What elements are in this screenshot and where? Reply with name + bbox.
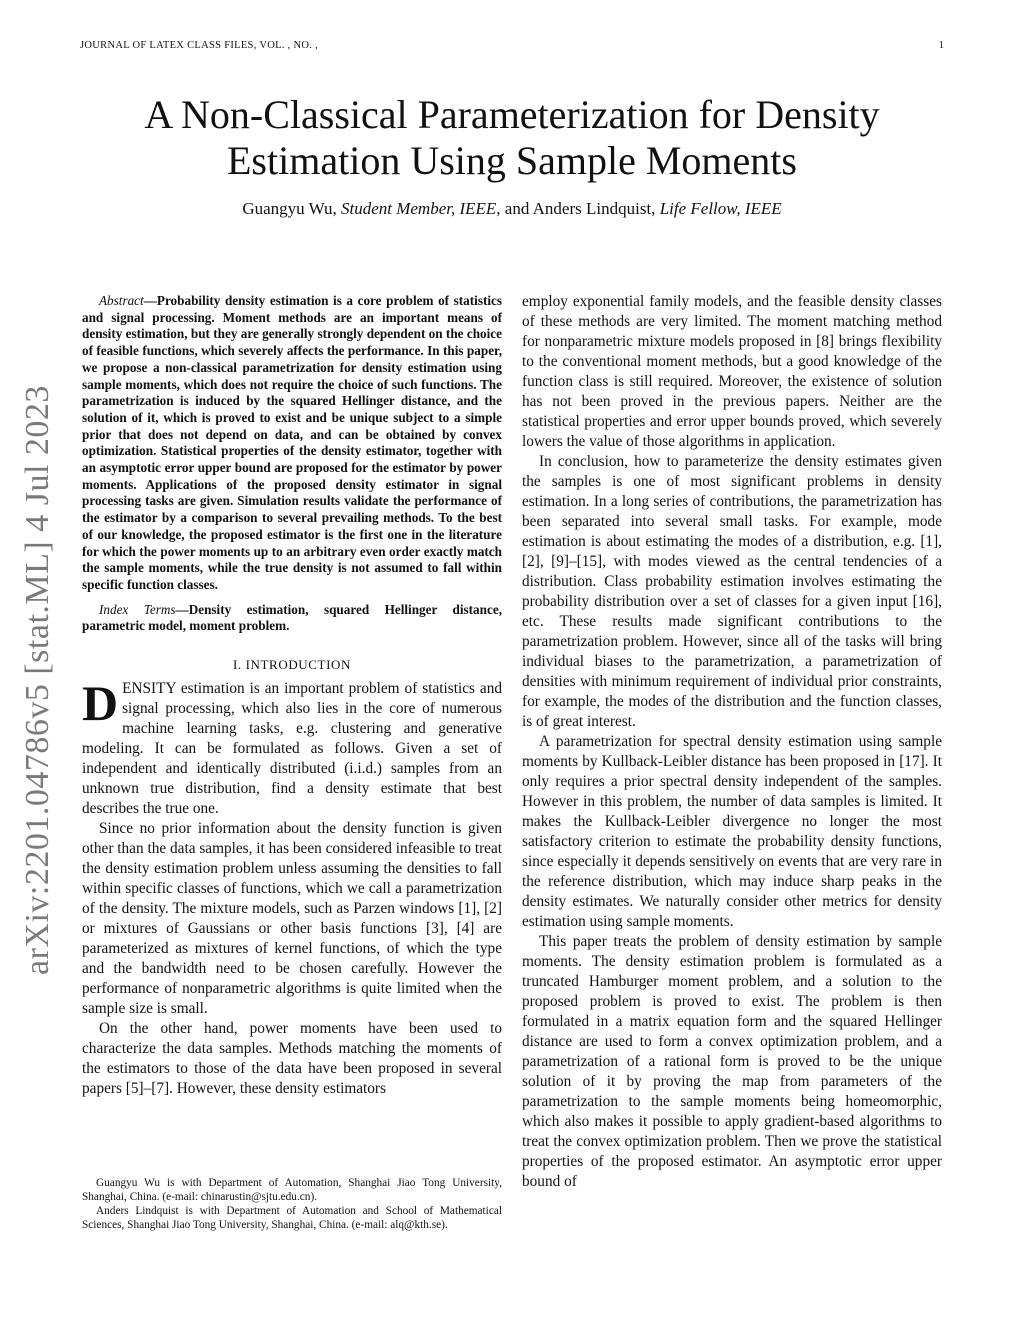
author-line: [80, 199, 944, 219]
abstract: [82, 293, 502, 594]
footnotes: [82, 1176, 502, 1232]
index-terms: [82, 602, 502, 635]
arxiv-identifier: arXiv:2201.04786v5 [stat.ML] 4 Jul 2023: [19, 385, 56, 975]
abstract-label: Abstract: [99, 293, 144, 308]
drop-cap: D: [82, 675, 119, 732]
left-column: [82, 293, 502, 1099]
title-line-2: Estimation Using Sample Moments: [227, 138, 797, 183]
section-heading-introduction: I. INTRODUCTION: [232, 657, 352, 673]
index-terms-label: Index Terms: [99, 601, 176, 617]
intro-paragraph-1: [82, 675, 502, 819]
intro-paragraph-1-text: ENSITY estimation is an important problem of statistics and signal processing, which also lies in the core of numerous machine learning tasks, e.g. clustering and generative modeling. It can be formulated as follows. Given a set of independent and identically distributed (i.i.d.) samples from an unknown true distribution, find a density estimate that best describes the true one.: [82, 680, 502, 818]
intro-paragraph-3: On the other hand, power moments have been used to characterize the data samples. Methods matching the moments of the estimators to those of the data have been proposed in several papers [5]–[7]. However, these density estimators: [82, 1020, 502, 1098]
author-1: Guangyu Wu,: [242, 199, 341, 218]
right-paragraph-4: This paper treats the problem of density estimation by sample moments. The density estimation problem is formulated as a truncated Hamburger moment problem, and a solution to the proposed problem is proved to exist. The problem is then formulated in a matrix equation form and the squared Hellinger distance are used to form a convex optimization problem, and a parametrization of a rational form is proved to be the unique solution of it by proving the map from parameters of the parametrization to the sample moments being homeomorphic, which also makes it possible to apply gradient-based algorithms to treat the convex optimization problem. Then we prove the statistical properties of the proposed estimator. An asymptotic error upper bound of: [522, 933, 942, 1190]
paper-title: [80, 92, 944, 184]
footnote-author-1: Guangyu Wu is with Department of Automation, Shanghai Jiao Tong University, Shanghai, China. (e-mail: chinarustin@sjtu.edu.cn).: [82, 1177, 502, 1203]
author-2-affiliation: Life Fellow, IEEE: [659, 199, 782, 218]
footnote-author-2: Anders Lindquist is with Department of Automation and School of Mathematical Sciences, Shanghai Jiao Tong University, Shanghai, China. (e-mail: alq@kth.se).: [82, 1205, 502, 1231]
intro-paragraph-2: Since no prior information about the density function is given other than the data samples, it has been considered infeasible to treat the density estimation problem unless assuming the densities to fall within specific classes of functions, which we call a parametrization of the density. The mixture models, such as Parzen windows [1], [2] or mixtures of Gaussians or other basis functions [3], [4] are parameterized as mixtures of kernel functions, of which the type and the bandwidth need to be chosen carefully. However the performance of nonparametric algorithms is quite limited when the sample size is small.: [82, 820, 502, 1018]
right-column: [522, 292, 942, 1192]
page-number: 1: [938, 40, 944, 51]
abstract-text: —Probability density estimation is a core problem of statistics and signal processing. Moment methods are an important means of density estimation, but they are generally strongly dependent on the choice of feasible functions, which severely affects the performance. In this paper, we propose a non-classical parametrization for density estimation using sample moments, which does not require the choice of such functions. The parametrization is induced by the squared Hellinger distance, and the solution of it, which is proved to exist and be unique subject to a simple prior that does not depend on data, and can be obtained by convex optimization. Statistical properties of the density estimator, together with an asymptotic error upper bound are proposed for the estimator by power moments. Applications of the proposed density estimator in signal processing tasks are given. Simulation results validate the performance of the estimator by a comparison to several prevailing methods. To the best of our knowledge, the proposed estimator is the first one in the literature for which the power moments up to an arbitrary even order exactly match the sample moments, while the true density is not assumed to fall within specific function classes.: [82, 293, 502, 592]
author-1-affiliation: Student Member, IEEE: [340, 199, 497, 218]
right-paragraph-3: A parametrization for spectral density estimation using sample moments by Kullback-Leibler distance has been proposed in [17]. It only requires a prior spectral density independent of the samples. However in this problem, the number of data samples is limited. It makes the Kullback-Leibler divergence no longer the most satisfactory criterion to estimate the probability density functions, since especially it depends sensitively on events that are very rare in the reference distribution, which may induce sharp peaks in the density estimates. We naturally consider other metrics for density estimation using sample moments.: [522, 733, 942, 930]
right-paragraph-1: employ exponential family models, and the feasible density classes of these methods are very limited. The moment matching method for nonparametric mixture models proposed in [8] brings flexibility to the conventional moment methods, but a good knowledge of the function class is still required. Moreover, the existence of solution has not been proved in the previous papers. Neither are the statistical properties and error upper bounds proved, which severely lowers the value of those algorithms in application.: [522, 293, 942, 450]
author-2: , and Anders Lindquist,: [496, 199, 660, 218]
index-terms-text: —Density estimation, squared Hellinger distance, parametric model, moment problem.: [82, 601, 502, 634]
right-paragraph-2: In conclusion, how to parameterize the density estimates given the samples is one of most significant problems in density estimation. In a long series of contributions, the parametrization has been separated into several small tasks. For example, mode estimation is about estimating the modes of a distribution, e.g. [1], [2], [9]–[15], with modes viewed as the central tendencies of a distribution. Class probability estimation involves estimating the probability distribution over a set of classes for a given input [16], etc. These results made significant contributions to the parametrization problem. However, since all of the tasks will bring individual biases to the parametrization, a parametrization of densities with minimum requirement of individual prior constraints, for example, the modes of the distribution and the function classes, is of great interest.: [522, 453, 942, 730]
title-line-1: A Non-Classical Parameterization for Density: [144, 92, 880, 137]
running-header: JOURNAL OF LATEX CLASS FILES, VOL. , NO. ,: [80, 40, 319, 51]
